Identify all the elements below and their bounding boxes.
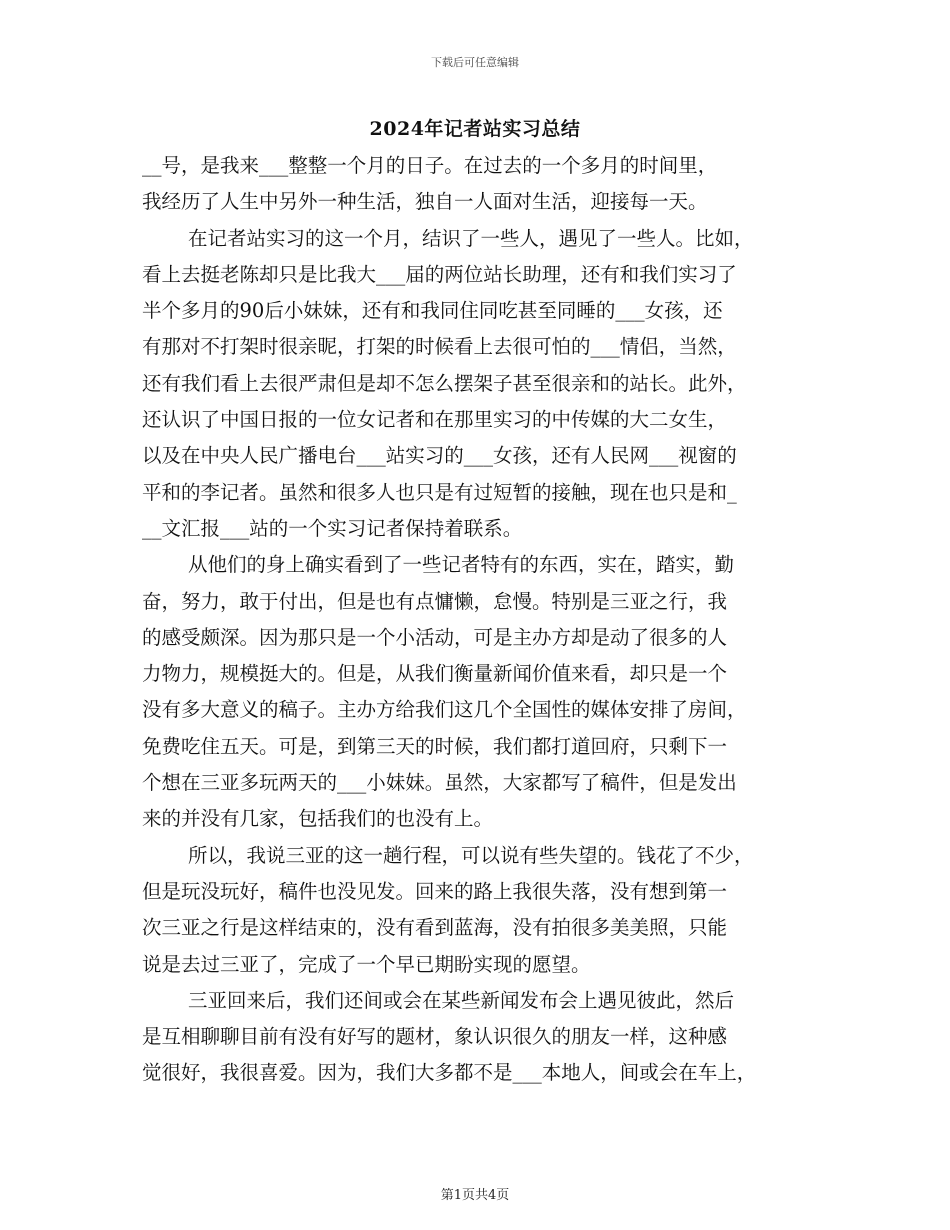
document-title: 2024年记者站实习总结 [369, 118, 581, 140]
paragraph-start: 所以，我说三亚的这一趟行程，可以说有些失望的。钱花了不少， [188, 843, 754, 867]
text-line: 来的并没有几家，包括我们的也没有上。 [142, 807, 494, 831]
text-line: __号，是我来___整整一个月的日子。在过去的一个多月的时间里， [142, 154, 718, 177]
paragraph-start: 三亚回来后，我们还间或会在某些新闻发布会上遇见彼此，然后 [188, 988, 735, 1012]
text-line: 力物力，规模挺大的。但是，从我们衡量新闻价值来看，却只是一个 [142, 662, 728, 686]
text-line: 觉很好，我很喜爱。因为，我们大多都不是___本地人，间或会在车上， [142, 1061, 757, 1085]
text-line: 但是玩没玩好，稿件也没见发。回来的路上我很失落，没有想到第一 [142, 879, 728, 903]
text-line: 还有我们看上去很严肃但是却不怎么摆架子甚至很亲和的站长。此外， [142, 371, 747, 395]
text-line: 次三亚之行是这样结束的，没有看到蓝海，没有拍很多美美照，只能 [142, 916, 728, 940]
text-line: 我经历了人生中另外一种生活，独自一人面对生活，迎接每一天。 [142, 190, 708, 214]
header-note: 下载后可任意编辑 [431, 56, 519, 69]
text-line: 平和的李记者。虽然和很多人也只是有过短暂的接触，现在也只是和_ [142, 480, 737, 504]
text-line: 看上去挺老陈却只是比我大___届的两位站长助理，还有和我们实习了 [142, 262, 737, 286]
text-line: 有那对不打架时很亲昵，打架的时候看上去很可怕的___情侣，当然， [142, 335, 737, 359]
text-line: 半个多月的90后小妹妹，还有和我同住同吃甚至同睡的___女孩，还 [142, 299, 723, 323]
paragraph-start: 从他们的身上确实看到了一些记者特有的东西，实在，踏实，勤 [188, 553, 735, 577]
text-line: 的感受颇深。因为那只是一个小活动，可是主办方却是动了很多的人 [142, 625, 728, 649]
text-line: 奋，努力，敢于付出，但是也有点慵懒，怠慢。特别是三亚之行，我 [142, 589, 728, 613]
page-number: 第1页共4页 [440, 1188, 510, 1203]
document-body [142, 148, 818, 1092]
paragraph-start: 在记者站实习的这一个月，结识了一些人，遇见了一些人。比如， [188, 226, 754, 250]
text-line: 没有多大意义的稿子。主办方给我们这几个全国性的媒体安排了房间， [142, 698, 747, 722]
text-line: 以及在中央人民广播电台___站实习的___女孩，还有人民网___视窗的 [142, 444, 737, 468]
text-line: 说是去过三亚了，完成了一个早已期盼实现的愿望。 [142, 952, 591, 976]
text-line: 还认识了中国日报的一位女记者和在那里实习的中传媒的大二女生， [142, 408, 728, 432]
text-line: 个想在三亚多玩两天的___小妹妹。虽然，大家都写了稿件，但是发出 [142, 771, 737, 795]
text-line: 是互相聊聊目前有没有好写的题材，象认识很久的朋友一样，这种感 [142, 1025, 728, 1049]
text-line: __文汇报___站的一个实习记者保持着联系。 [142, 516, 523, 540]
text-line: 免费吃住五天。可是，到第三天的时候，我们都打道回府，只剩下一 [142, 734, 728, 758]
